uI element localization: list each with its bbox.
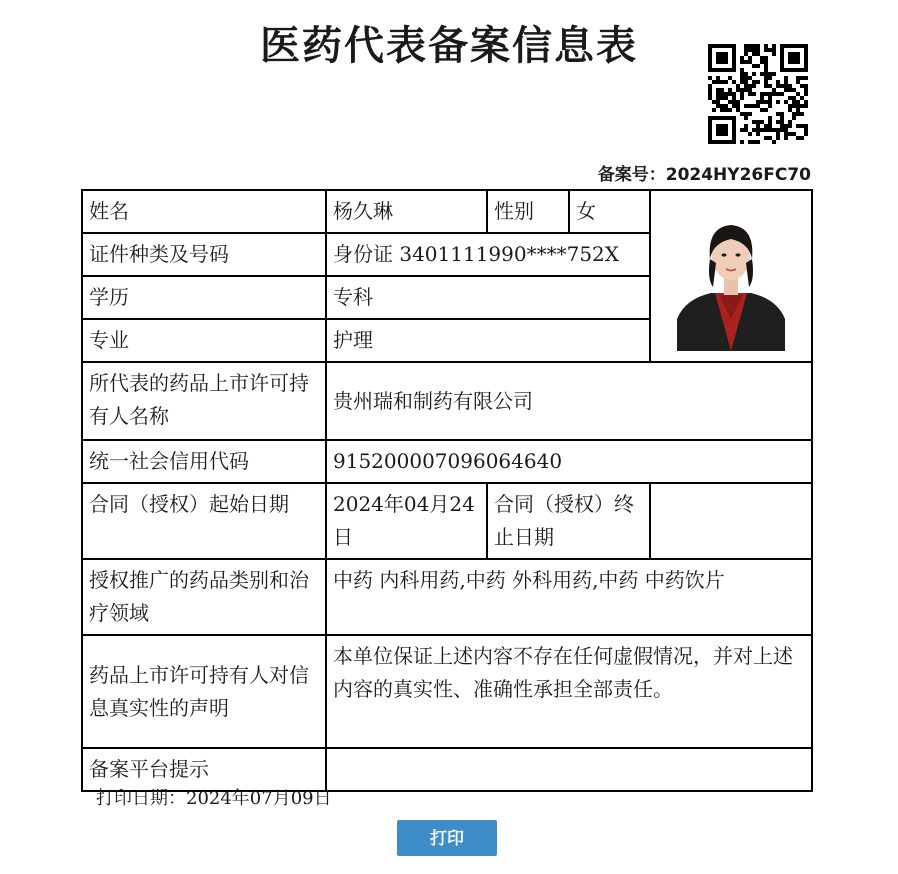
id-doc-value: 身份证 3401111990****752X	[326, 233, 650, 276]
drug-categories-value: 中药 内科用药,中药 外科用药,中药 中药饮片	[326, 559, 812, 635]
contract-end-label: 合同（授权）终止日期	[487, 483, 650, 559]
info-table	[81, 189, 813, 792]
name-label: 姓名	[82, 190, 326, 233]
major-value: 护理	[326, 319, 650, 362]
major-label: 专业	[82, 319, 326, 362]
education-value: 专科	[326, 276, 650, 319]
record-number: 备案号：2024HY26FC70	[597, 165, 811, 185]
drug-categories-label: 授权推广的药品类别和治疗领域	[82, 559, 326, 635]
photo-cell	[650, 190, 812, 362]
id-doc-label: 证件种类及号码	[82, 233, 326, 276]
contract-end-value	[650, 483, 812, 559]
credit-code-label: 统一社会信用代码	[82, 440, 326, 483]
print-button[interactable]: 打印	[397, 820, 497, 856]
credit-code-value: 915200007096064640	[326, 440, 812, 483]
page-title: 医药代表备案信息表	[260, 23, 638, 69]
education-label: 学历	[82, 276, 326, 319]
contract-start-label: 合同（授权）起始日期	[82, 483, 326, 559]
gender-value: 女	[569, 190, 650, 233]
mah-value: 贵州瑞和制药有限公司	[326, 362, 812, 440]
print-date: 打印日期：2024年07月09日	[96, 788, 332, 809]
declaration-label: 药品上市许可持有人对信息真实性的声明	[82, 635, 326, 748]
gender-label: 性别	[487, 190, 569, 233]
platform-tip-label: 备案平台提示	[82, 748, 326, 791]
qr-code	[708, 44, 808, 144]
portrait-photo	[677, 201, 785, 351]
mah-label: 所代表的药品上市许可持有人名称	[82, 362, 326, 440]
declaration-value: 本单位保证上述内容不存在任何虚假情况，并对上述内容的真实性、准确性承担全部责任。	[326, 635, 812, 748]
name-value: 杨久琳	[326, 190, 487, 233]
contract-start-value: 2024年04月24日	[326, 483, 487, 559]
platform-tip-value	[326, 748, 812, 791]
